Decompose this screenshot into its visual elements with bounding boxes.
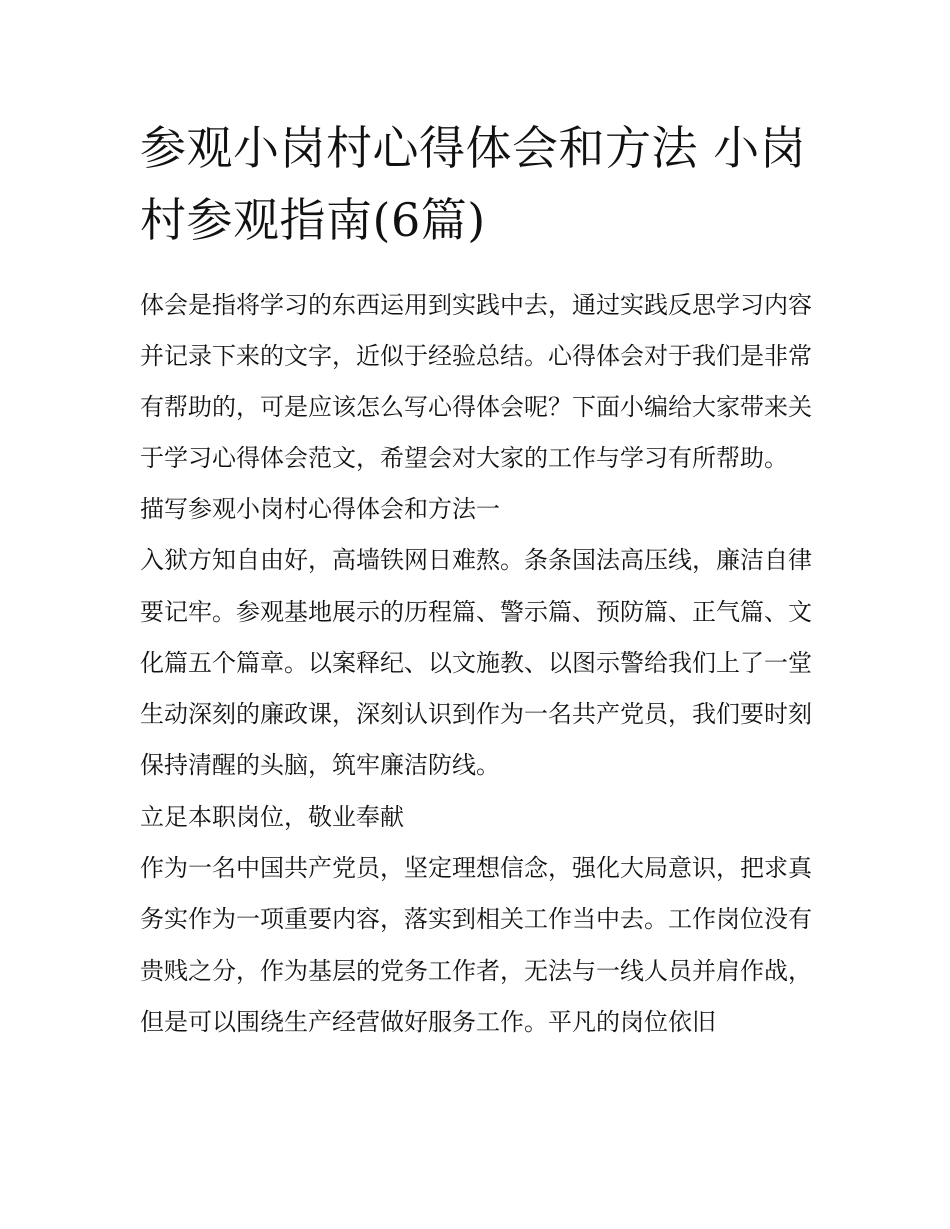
section-heading: 描写参观小岗村心得体会和方法一 <box>140 495 500 523</box>
body-paragraph: 入狱方知自由好，高墙铁网日难熬。条条国法高压线，廉洁自律要记牢。参观基地展示的历程篇、警示篇、预防篇、正气篇、文化篇五个篇章。以案释纪、以文施教、以图示警给我们上了一堂生动深刻的廉政课，深刻认识到作为一名共产党员，我们要时刻保持清醒的头脑，筑牢廉洁防线。 <box>140 546 812 780</box>
body-paragraph: 作为一名中国共产党员，坚定理想信念，强化大局意识，把求真务实作为一项重要内容，落实到相关工作当中去。工作岗位没有贵贱之分，作为基层的党务工作者，无法与一线人员并肩作战，但是可以围绕生产经营做好服务工作。平凡的岗位依旧 <box>140 854 812 1036</box>
document-body <box>140 280 812 1048</box>
document-title: 参观小岗村心得体会和方法 小岗村参观指南(6篇) <box>140 121 807 247</box>
section-heading: 立足本职岗位，敬业奉献 <box>140 802 404 831</box>
intro-paragraph: 体会是指将学习的东西运用到实践中去，通过实践反思学习内容并记录下来的文字，近似于经验总结。心得体会对于我们是非常有帮助的，可是应该怎么写心得体会呢？下面小编给大家带来关于学习心得体会范文，希望会对大家的工作与学习有所帮助。 <box>140 291 812 472</box>
